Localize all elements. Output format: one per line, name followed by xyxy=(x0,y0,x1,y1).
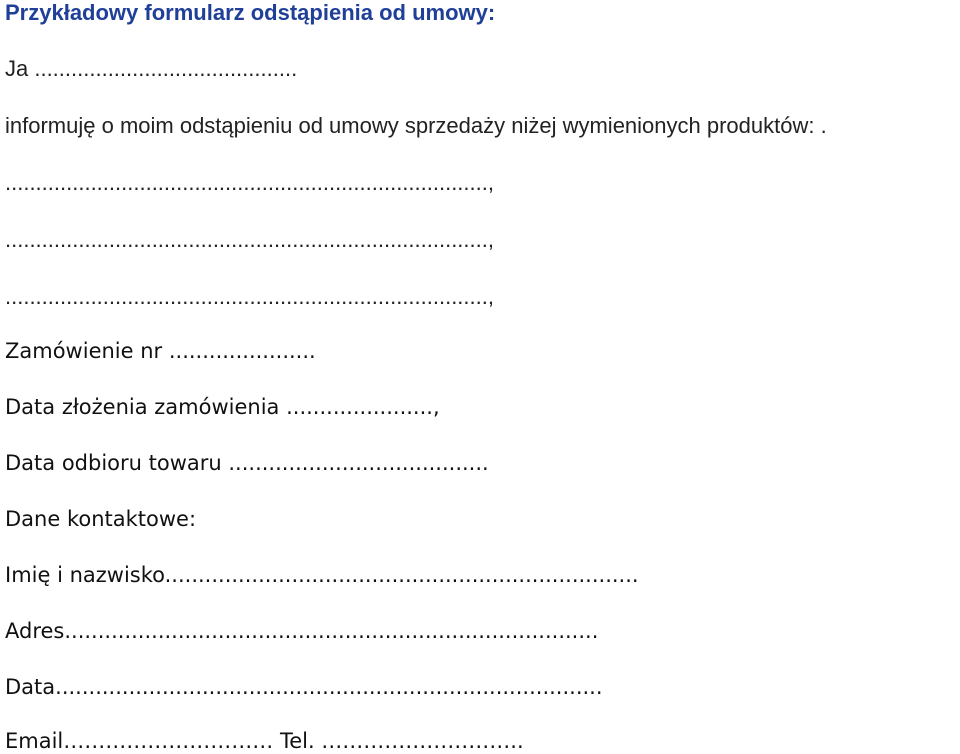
address-line: Adres................................................................................ xyxy=(5,619,599,643)
ja-line: Ja ........................................... xyxy=(5,56,298,81)
product-line-2: ..............................................................................., xyxy=(5,227,494,252)
form-title: Przykładowy formularz odstąpienia od umowy: xyxy=(5,0,496,25)
order-date-line: Data złożenia zamówienia ......................, xyxy=(5,395,440,419)
email-tel-line: Email………………………… Tel. ……………………….. xyxy=(5,729,524,753)
contact-heading: Dane kontaktowe: xyxy=(5,507,197,531)
product-line-3: ..............................................................................., xyxy=(5,284,494,309)
name-line: Imię i nazwisko....................................................................... xyxy=(5,563,639,587)
withdrawal-statement: informuję o moim odstąpieniu od umowy sprzedaży niżej wymienionych produktów: . xyxy=(5,113,827,138)
date-line: Data.................................................................................. xyxy=(5,675,603,699)
receipt-date-line: Data odbioru towaru ....................................... xyxy=(5,451,489,475)
order-number-line: Zamówienie nr ...................... xyxy=(5,339,316,363)
product-line-1: ..............................................................................., xyxy=(5,170,494,195)
